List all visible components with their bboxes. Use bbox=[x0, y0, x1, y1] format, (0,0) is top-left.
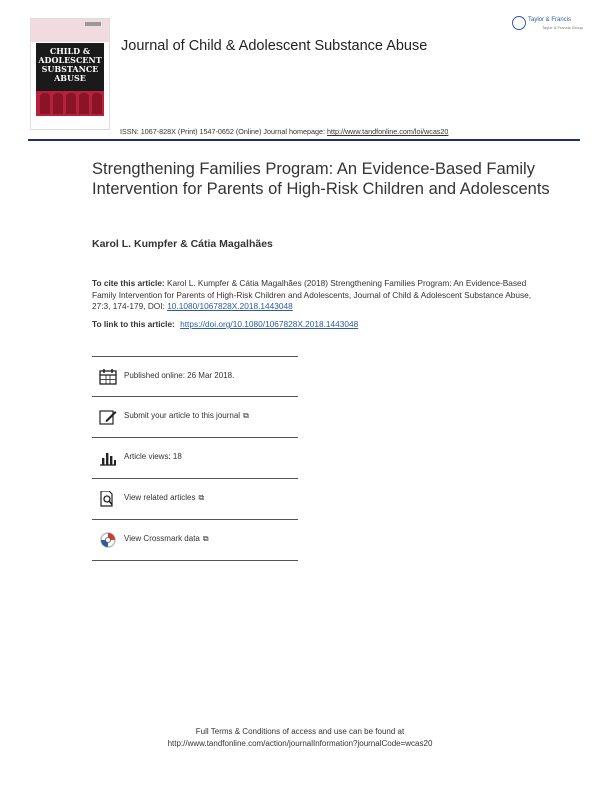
article-link-line bbox=[92, 319, 358, 329]
citation-doi-link[interactable]: 10.1080/1067828X.2018.1443048 bbox=[167, 301, 293, 311]
document-search-icon bbox=[99, 491, 117, 507]
article-views-label: Article views: 18 bbox=[124, 452, 182, 461]
journal-title: Journal of Child & Adolescent Substance Abuse bbox=[121, 38, 428, 54]
issn-line: ISSN: 1067-828X (Print) 1547-0652 (Online) Journal homepage: http://www.tandfonline.com/loi/wcas20 bbox=[120, 127, 449, 136]
article-views-item bbox=[92, 438, 298, 479]
cover-top-band bbox=[31, 19, 109, 42]
crossmark-link[interactable]: View Crossmark data ⧉ bbox=[124, 534, 209, 543]
submit-article-link[interactable]: Submit your article to this journal ⧉ bbox=[124, 411, 249, 420]
related-articles-link[interactable]: View related articles ⧉ bbox=[124, 493, 205, 502]
footer-terms bbox=[0, 726, 600, 750]
pencil-icon bbox=[99, 409, 117, 425]
publisher-logo: Taylor & Francis Taylor & Francis Group bbox=[512, 16, 582, 36]
bar-chart-icon bbox=[99, 450, 117, 466]
calendar-icon bbox=[99, 369, 117, 385]
footer-terms-link[interactable]: http://www.tandfonline.com/action/journalInformation?journalCode=wcas20 bbox=[167, 739, 433, 748]
crossmark-item[interactable] bbox=[92, 520, 298, 561]
journal-cover-image bbox=[30, 18, 110, 130]
cover-title: CHILD & ADOLESCENT SUBSTANCE ABUSE bbox=[36, 43, 104, 91]
published-online-label: Published online: 26 Mar 2018. bbox=[124, 371, 235, 380]
external-link-icon: ⧉ bbox=[202, 534, 209, 543]
crossmark-icon bbox=[99, 532, 117, 548]
citation-text: Karol L. Kumpfer & Cátia Magalhães (2018) Strengthening Families Program: An Evidence-Based Family Intervention for Parents of High-Risk Children and Adolescents, Journal of Child & Adolescent Substance Abuse, 27:3, 174-179, DOI: bbox=[92, 278, 532, 311]
footer-line-1: Full Terms & Conditions of access and use can be found at bbox=[195, 727, 405, 736]
external-link-icon: ⧉ bbox=[198, 493, 205, 502]
related-articles-item[interactable] bbox=[92, 479, 298, 520]
submit-article-item[interactable] bbox=[92, 397, 298, 438]
article-doi-link[interactable]: https://doi.org/10.1080/1067828X.2018.1443048 bbox=[180, 319, 359, 329]
citation-label: To cite this article: bbox=[92, 278, 165, 288]
published-online-item bbox=[92, 356, 298, 397]
article-info-list bbox=[92, 356, 298, 561]
article-authors: Karol L. Kumpfer & Cátia Magalhães bbox=[92, 238, 273, 250]
header-rule bbox=[28, 139, 580, 141]
publisher-logo-icon bbox=[512, 16, 526, 30]
article-link-label: To link to this article: bbox=[92, 319, 175, 329]
cover-photo-strip bbox=[36, 91, 104, 116]
article-title: Strengthening Families Program: An Evidence-Based Family Intervention for Parents of High-Risk Children and Adolescents bbox=[92, 160, 550, 198]
external-link-icon: ⧉ bbox=[243, 411, 249, 420]
journal-homepage-link[interactable]: http://www.tandfonline.com/loi/wcas20 bbox=[326, 127, 449, 136]
citation-block bbox=[92, 278, 532, 313]
